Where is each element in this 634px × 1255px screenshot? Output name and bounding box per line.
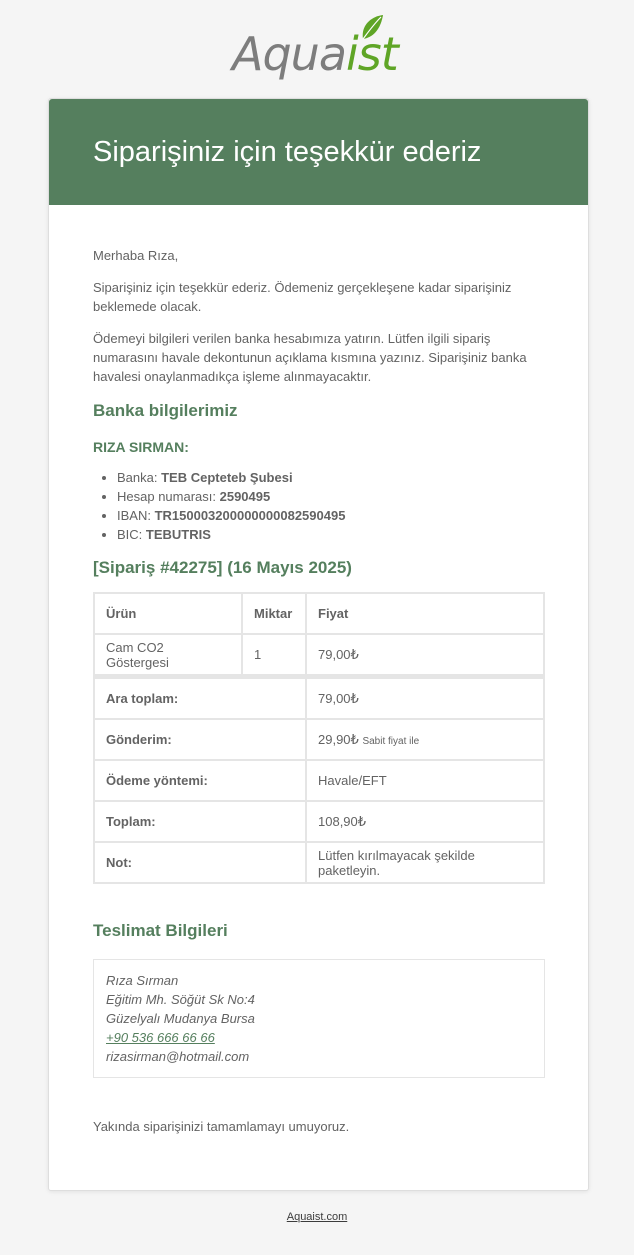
- totals-label: Toplam:: [94, 801, 306, 842]
- item-product: Cam CO2 Göstergesi: [94, 634, 242, 677]
- shipping-address-line1: Eğitim Mh. Söğüt Sk No:4: [106, 992, 255, 1007]
- logo-area: [0, 0, 634, 98]
- bank-detail-bank: [117, 468, 545, 487]
- bank-detail-account: [117, 487, 545, 506]
- bank-detail-label: BIC:: [117, 527, 146, 542]
- bank-details-list: [93, 468, 545, 544]
- email-title: Siparişiniz için teşekkür ederiz: [93, 136, 482, 168]
- column-header-product: Ürün: [94, 593, 242, 634]
- totals-label: Ara toplam:: [94, 677, 306, 720]
- table-header-row: [94, 593, 544, 634]
- logo-text-aqua: Aqua: [232, 27, 347, 81]
- bank-detail-label: Hesap numarası:: [117, 489, 220, 504]
- bank-detail-bic: [117, 525, 545, 544]
- shipping-address-line2: Güzelyalı Mudanya Bursa: [106, 1011, 255, 1026]
- totals-row-note: [94, 842, 544, 883]
- greeting: Merhaba Rıza,: [93, 248, 179, 263]
- totals-row-payment-method: [94, 760, 544, 801]
- bank-detail-iban: [117, 506, 545, 525]
- shipping-name: Rıza Sırman: [106, 973, 179, 988]
- totals-row-total: [94, 801, 544, 842]
- bank-heading: Banka bilgilerimiz: [93, 401, 238, 420]
- shipping-method-note: Sabit fiyat ile: [362, 735, 420, 747]
- totals-label: Gönderim:: [94, 719, 306, 760]
- order-table: [93, 592, 545, 884]
- totals-value: 29,90₺: [318, 731, 359, 747]
- item-qty: 1: [242, 634, 306, 677]
- shipping-email: rizasirman@hotmail.com: [106, 1049, 250, 1064]
- column-header-price: Fiyat: [306, 593, 544, 634]
- bank-detail-value: TEB Cepteteb Şubesi: [161, 470, 293, 485]
- table-row: [94, 634, 544, 677]
- intro-paragraph: Siparişiniz için teşekkür ederiz. Ödemeniz gerçekleşene kadar siparişiniz beklemede olacak.: [93, 280, 512, 314]
- totals-row-subtotal: [94, 677, 544, 720]
- totals-value-cell: [306, 719, 544, 760]
- totals-value: 108,90₺: [306, 801, 544, 842]
- payment-paragraph: Ödemeyi bilgileri verilen banka hesabımıza yatırın. Lütfen ilgili sipariş numarasını havale dekontunun açıklama kısmına yazınız. Siparişiniz banka havalesi onaylanmadıkça işleme alınmayacaktır.: [93, 331, 527, 384]
- email-header: [49, 99, 588, 205]
- bank-detail-label: IBAN:: [117, 508, 155, 523]
- email-content: [93, 246, 545, 1149]
- account-holder: RIZA SIRMAN:: [93, 439, 189, 455]
- totals-value: 79,00₺: [306, 677, 544, 720]
- item-price: 79,00₺: [306, 634, 544, 677]
- closing-text: Yakında siparişinizi tamamlamayı umuyoruz.: [93, 1119, 350, 1134]
- shipping-heading: Teslimat Bilgileri: [93, 921, 228, 940]
- shipping-address: [93, 959, 545, 1078]
- totals-label: Ödeme yöntemi:: [94, 760, 306, 801]
- email-footer: [0, 1211, 634, 1223]
- bank-detail-value: 2590495: [219, 489, 271, 504]
- totals-label: Not:: [94, 842, 306, 883]
- email-card: [48, 98, 589, 1191]
- order-heading: [Sipariş #42275] (16 Mayıs 2025): [93, 558, 352, 577]
- column-header-qty: Miktar: [242, 593, 306, 634]
- phone-link[interactable]: +90 536 666 66 66: [106, 1030, 215, 1045]
- totals-value: Lütfen kırılmayacak şekilde paketleyin.: [306, 842, 544, 883]
- bank-detail-label: Banka:: [117, 470, 162, 485]
- footer-site-link[interactable]: Aquaist.com: [286, 1211, 348, 1223]
- totals-row-shipping: [94, 719, 544, 760]
- bank-detail-value: TR150003200000000082590495: [154, 508, 346, 523]
- totals-value: Havale/EFT: [306, 760, 544, 801]
- logo-text-ist: ist: [346, 27, 398, 81]
- bank-detail-value: TEBUTRIS: [145, 527, 211, 542]
- brand-logo: [232, 26, 398, 82]
